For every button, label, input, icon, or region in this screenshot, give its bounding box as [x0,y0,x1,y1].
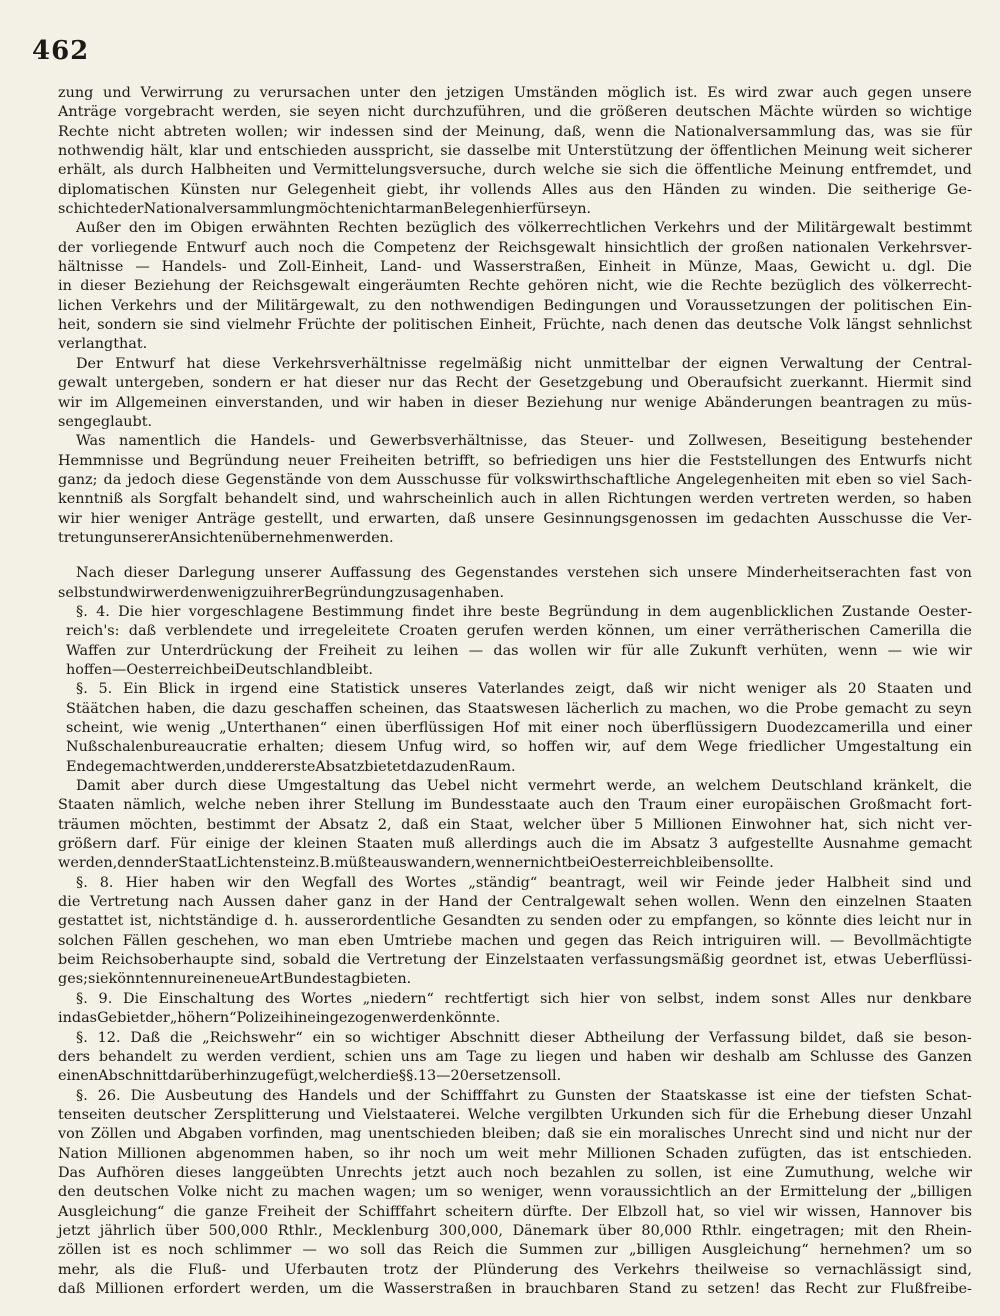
text-line: erhält, als durch Halbheiten und Vermittelungsversuche, durch welche sie sich die öffentliche Meinung entfremdet, und [58,162,972,179]
text-line: Außer den im Obigen erwähnten Rechten bezüglich des völkerrechtlichen Verkehrs und der Militärgewalt bestimmt [76,220,972,237]
text-line: scheint, wie wenig „Unterthanen“ einen überflüssigen Hof mit einer noch überflüssigern Duodezcamerilla und einer [66,720,972,736]
text-line: lichen Verkehrs und der Militärgewalt, zu den nothwendigen Bedingungen und Voraussetzungen der politischen Ein- [58,297,972,314]
text-line: ders behandelt zu werden verdient, schien uns am Tage zu liegen und haben wir deshalb am Schlusse des Ganzen [58,1048,972,1065]
text-line: solchen Fällen geschehen, wo man eben Umtriebe machen und gegen das Reich intriguiren will. — Bevollmächtigte [58,932,972,949]
text-line: zöllen ist es noch schlimmer — wo soll das Reich die Summen zur „billigen Ausgleichung“ hernehmen? um so [58,1242,972,1259]
text-line: Ausgleichung“ die ganze Freiheit der Schifffahrt scheitern dürfte. Der Elbzoll hat, so viel wir wissen, Hannover bis [58,1203,972,1220]
text-block [58,564,972,1299]
text-line: nothwendig hält, klar und entschieden ausspricht, sie dasselbe mit Unterstützung der öffentlichen Meinung weit sicherer [58,143,972,160]
text-line: der vorliegende Entwurf auch noch die Competenz der Reichsgewalt hinsichtlich der großen nationalen Verkehrsver- [58,239,972,256]
text-line: hältnisse — Handels- und Zoll-Einheit, Land- und Wasserstraßen, Einheit in Münze, Maas, Gewicht u. dgl. Die [58,259,972,276]
text-line: Anträge vorgebracht werden, sie seyen nicht durchzuführen, und die größeren deutschen Mächte würden so wichtige [58,104,972,121]
text-line: größern darf. Für einige der kleinen Staaten muß allerdings auch die im Absatz 3 aufgestellte Ausnahme gemacht [58,836,972,853]
text-line: Der Entwurf hat diese Verkehrsverhältnisse regelmäßig nicht unmittelbar der eignen Verwaltung der Central- [76,355,972,372]
text-line: Waffen zur Unterdrückung der Freiheit zu leihen — das wollen wir für alle Zukunft verhüten, wenn — wie wir [66,642,972,659]
text-line: verlangt hat. [58,336,148,353]
text-line: ganz; da jedoch diese Gegenstände von dem Ausschusse für volkswirthschaftliche Angelegenheiten mit eben so viel Sach- [58,471,972,488]
text-line: hoffen — Oesterreich bei Deutschland bleibt. [66,661,373,678]
text-line: Nach dieser Darlegung unserer Auffassung des Gegenstandes verstehen sich unsere Minderheitserachten fast von [76,565,972,582]
text-line: in dieser Beziehung der Reichsgewalt eingeräumten Rechte gehören nicht, wie die Rechte bezüglich des völkerrecht- [58,278,972,295]
text-line: §. 8. Hier haben wir den Wegfall des Wortes „ständig“ beantragt, weil wir Feinde jeder Halbheit sind und [76,874,972,891]
text-line: von Zöllen und Abgaben vorfinden, mag unentschieden bleiben; daß sie ein moralisches Unrecht sind und nicht nur der [58,1126,972,1143]
text-line: Damit aber durch diese Umgestaltung das Uebel nicht vermehrt werde, an welchem Deutschland kränkelt, die [76,778,972,795]
text-line: werden, denn der Staat Lichtenstein z. B. müßte auswandern, wenn er nicht bei Oesterreich bleiben sollte. [58,855,774,872]
section-break [58,548,972,564]
text-line: §. 26. Die Ausbeutung des Handels und der Schifffahrt zu Gunsten der Staatskasse ist eine der tiefsten Schat- [76,1087,972,1104]
text-line: selbst und wir werden wenig zu ihrer Begründung zu sagen haben. [58,584,505,601]
text-line: wir im Allgemeinen einverstanden, und wir haben in dieser Beziehung nur wenige Abänderungen beantragen zu müs- [58,394,972,411]
text-block [58,84,972,548]
text-line: einen Abschnitt darüber hinzugefügt, welcher die §§. 13—20 ersetzen soll. [58,1068,562,1085]
text-line: ges; sie könnten nur eine neue Art Bundestag bieten. [58,971,412,988]
text-line: gewalt untergeben, sondern er hat dieser nur das Recht der Gesetzgebung und Oberaufsicht zuerkannt. Hiermit sind [58,375,972,392]
text-line: §. 4. Die hier vorgeschlagene Bestimmung findet ihre beste Begründung in dem augenblicklichen Zustande Oester- [76,603,972,620]
text-line: jetzt jährlich über 500,000 Rthlr., Mecklenburg 300,000, Dänemark über 80,000 Rthlr. eingetragen; mit den Rhein- [58,1222,972,1239]
text-line: kenntniß als Sorgfalt behandelt sind, und wahrscheinlich auch in allen Richtungen werden vertreten werden, so haben [58,491,972,508]
text-line: Staaten nämlich, welche neben ihrer Stellung im Bundesstaate auch den Traum einer europäischen Großmacht fort- [58,797,972,814]
text-line: gestattet ist, nichtständige d. h. ausserordentliche Gesandten zu senden oder zu empfangen, so könnte dies leicht nur in [58,913,972,930]
text-line: Was namentlich die Handels- und Gewerbsverhältnisse, das Steuer- und Zollwesen, Beseitigung bestehender [76,433,972,450]
text-line: in das Gebiet der „höhern“ Polizei hineingezogen werden könnte. [58,1010,501,1027]
text-line: zung und Verwirrung zu verursachen unter den jetzigen Umständen möglich ist. Es wird zwar auch gegen unsere [58,85,972,101]
text-line: Nußschalenbureaucratie erhalten; diesem Unfug wird, so hoffen wir, auf dem Wege friedlicher Umgestaltung ein [66,739,972,756]
text-line: Stäätchen haben, die dazu geschaffen scheinen, das Staatswesen lächerlich zu machen, wo die Probe gemacht zu seyn [66,700,972,717]
text-line: Das Aufhören dieses langgeübten Unrechts jetzt auch noch bezahlen zu sollen, ist eine Zumuthung, welche wir [58,1164,972,1181]
text-line: Hemmnisse und Begründung neuer Freiheiten betrifft, so befriedigen uns hier die Feststellungen des Entwurfs nicht [58,452,972,469]
text-line: den deutschen Volke nicht zu machen wagen; um so weniger, wenn voraussichtlich an der Ermittelung der „billigen [58,1184,972,1201]
text-line: die Vertretung nach Aussen daher ganz in der Hand der Centralgewalt sehen wollen. Wenn den einzelnen Staaten [58,894,972,911]
text-line: heit, sondern sie sind vielmehr Früchte der politischen Einheit, Früchte, nach denen das deutsche Volk längst sehnlichst [58,317,972,334]
text-line: träumen möchten, bestimmt der Absatz 2, daß ein Staat, welcher über 5 Millionen Einwohner hat, sich nicht ver- [58,816,972,833]
text-line: tenseiten deutscher Zersplitterung und Vielstaaterei. Welche vergilbten Urkunden sich für die Erhebung dieser Unzahl [58,1106,972,1123]
text-line: reich's: daß verblendete und irregeleitete Croaten gerufen werden können, um einer verrätherischen Camerilla die [66,623,972,640]
text-line: beim Reichsoberhaupte sind, sobald die Vertretung der Einzelstaaten verfassungsmäßig geordnet ist, etwas Ueberflüssi- [58,952,972,969]
text-line: mehr, als die Fluß- und Uferbauten trotz der Plünderung des Verkehrs theilweise so vernachlässigt sind, [58,1261,972,1278]
page-number: 462 [32,36,90,66]
text-line: §. 12. Daß die „Reichswehr“ ein so wichtiger Abschnitt dieser Abtheilung der Verfassung bildet, daß sie beson- [76,1029,972,1046]
text-line: wir hier weniger Anträge gestellt, und erwarten, daß unsere Gesinnungsgenossen im gedachten Ausschusse die Ver- [58,510,972,527]
text-line: Ende gemacht werden, und der erste Absatz bietet dazu den Raum. [66,758,516,775]
text-line: §. 5. Ein Blick in irgend eine Statistick unseres Vaterlandes zeigt, daß wir nicht weniger als 20 Staaten und [76,681,972,698]
text-line: daß Millionen erfordert werden, um die Wasserstraßen in brauchbaren Stand zu setzen! das Recht zur Flußfreibe- [58,1280,972,1297]
text-line: schichte der Nationalversammlung möchte nicht arm an Belegen hierfür seyn. [58,201,592,218]
text-line: sen geglaubt. [58,413,153,430]
body-text [58,84,972,1299]
text-line: diplomatischen Künsten nur Gelegenheit giebt, ihr vollends Alles aus den Händen zu winden. Die seitherige Ge- [58,181,972,198]
text-line: §. 9. Die Einschaltung des Wortes „niedern“ rechtfertigt sich hier von selbst, indem sonst Alles nur denkbare [76,990,972,1007]
text-line: Nation Millionen abgenommen haben, so ihr noch um weit mehr Millionen Schaden zufügten, das ist entschieden. [58,1145,972,1162]
text-line: tretung unserer Ansichten übernehmen werden. [58,529,394,546]
text-line: Rechte nicht abtreten wollen; wir indessen sind der Meinung, daß, wenn die Nationalversammlung das, was sie für [58,123,972,140]
